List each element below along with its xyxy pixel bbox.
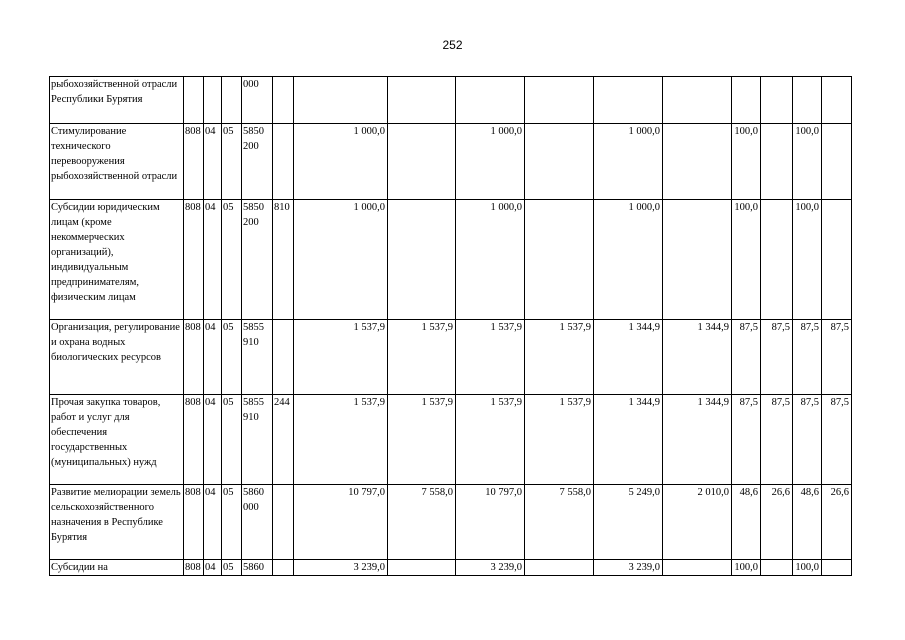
code-expense-type xyxy=(273,320,294,395)
code-ministry: 808 xyxy=(184,560,204,576)
percent-cell: 48,6 xyxy=(793,485,822,560)
value-cell: 1 000,0 xyxy=(594,124,663,200)
percent-cell: 87,5 xyxy=(761,395,793,485)
percent-cell xyxy=(732,77,761,124)
code-subsection: 05 xyxy=(222,395,242,485)
percent-cell: 26,6 xyxy=(761,485,793,560)
percent-cell xyxy=(822,560,852,576)
code-section: 04 xyxy=(204,395,222,485)
code-subsection: 05 xyxy=(222,320,242,395)
percent-cell: 87,5 xyxy=(793,395,822,485)
code-subsection xyxy=(222,77,242,124)
code-section: 04 xyxy=(204,200,222,320)
value-cell: 7 558,0 xyxy=(525,485,594,560)
percent-cell: 87,5 xyxy=(822,395,852,485)
percent-cell: 100,0 xyxy=(732,560,761,576)
value-cell xyxy=(525,200,594,320)
percent-cell: 48,6 xyxy=(732,485,761,560)
value-cell: 1 000,0 xyxy=(594,200,663,320)
code-expense-type xyxy=(273,124,294,200)
percent-cell: 87,5 xyxy=(761,320,793,395)
value-cell xyxy=(594,77,663,124)
row-name: рыбохозяйственной отрасли Республики Бурятия xyxy=(50,77,184,124)
code-section: 04 xyxy=(204,560,222,576)
value-cell: 1 000,0 xyxy=(294,124,388,200)
code-section: 04 xyxy=(204,124,222,200)
code-expense-type: 244 xyxy=(273,395,294,485)
code-expense-type xyxy=(273,77,294,124)
value-cell: 1 537,9 xyxy=(294,320,388,395)
value-cell xyxy=(294,77,388,124)
percent-cell xyxy=(761,560,793,576)
code-section: 04 xyxy=(204,320,222,395)
value-cell: 1 537,9 xyxy=(388,395,456,485)
value-cell xyxy=(388,560,456,576)
percent-cell: 100,0 xyxy=(793,124,822,200)
code-target-article: 5850 200 xyxy=(242,200,273,320)
table-row xyxy=(50,560,852,576)
value-cell: 10 797,0 xyxy=(294,485,388,560)
row-name: Организация, регулирование и охрана водных биологических ресурсов xyxy=(50,320,184,395)
value-cell: 1 344,9 xyxy=(663,320,732,395)
value-cell: 5 249,0 xyxy=(594,485,663,560)
value-cell xyxy=(525,77,594,124)
percent-cell: 100,0 xyxy=(793,560,822,576)
value-cell xyxy=(456,77,525,124)
code-expense-type: 810 xyxy=(273,200,294,320)
code-ministry: 808 xyxy=(184,200,204,320)
value-cell: 2 010,0 xyxy=(663,485,732,560)
value-cell xyxy=(663,200,732,320)
code-target-article: 5860 xyxy=(242,560,273,576)
code-expense-type xyxy=(273,485,294,560)
code-target-article: 5850 200 xyxy=(242,124,273,200)
table-row xyxy=(50,320,852,395)
row-name: Субсидии на xyxy=(50,560,184,576)
value-cell: 1 000,0 xyxy=(456,200,525,320)
percent-cell: 100,0 xyxy=(732,124,761,200)
value-cell: 1 537,9 xyxy=(456,320,525,395)
percent-cell xyxy=(761,77,793,124)
value-cell xyxy=(388,124,456,200)
table-row xyxy=(50,395,852,485)
code-section: 04 xyxy=(204,485,222,560)
budget-table xyxy=(49,76,852,576)
value-cell: 1 000,0 xyxy=(456,124,525,200)
row-name: Субсидии юридическим лицам (кроме некоммерческих организаций), индивидуальным предпринимателям, физическим лицам xyxy=(50,200,184,320)
code-ministry: 808 xyxy=(184,124,204,200)
value-cell: 7 558,0 xyxy=(388,485,456,560)
value-cell xyxy=(388,200,456,320)
value-cell: 10 797,0 xyxy=(456,485,525,560)
table-row xyxy=(50,200,852,320)
percent-cell xyxy=(761,124,793,200)
value-cell xyxy=(525,124,594,200)
code-subsection: 05 xyxy=(222,485,242,560)
value-cell: 1 344,9 xyxy=(663,395,732,485)
percent-cell: 26,6 xyxy=(822,485,852,560)
code-ministry: 808 xyxy=(184,485,204,560)
value-cell: 1 344,9 xyxy=(594,395,663,485)
percent-cell: 87,5 xyxy=(732,320,761,395)
percent-cell: 100,0 xyxy=(793,200,822,320)
value-cell: 1 537,9 xyxy=(294,395,388,485)
code-target-article: 5855 910 xyxy=(242,395,273,485)
value-cell: 3 239,0 xyxy=(456,560,525,576)
table-row xyxy=(50,485,852,560)
value-cell xyxy=(663,560,732,576)
row-name: Прочая закупка товаров, работ и услуг для обеспечения государственных (муниципальных) нужд xyxy=(50,395,184,485)
value-cell: 3 239,0 xyxy=(594,560,663,576)
percent-cell xyxy=(822,124,852,200)
code-target-article: 5860 000 xyxy=(242,485,273,560)
value-cell: 1 000,0 xyxy=(294,200,388,320)
percent-cell xyxy=(761,200,793,320)
value-cell xyxy=(388,77,456,124)
percent-cell xyxy=(793,77,822,124)
value-cell xyxy=(663,77,732,124)
value-cell: 1 537,9 xyxy=(525,395,594,485)
code-target-article: 5855 910 xyxy=(242,320,273,395)
value-cell: 3 239,0 xyxy=(294,560,388,576)
page-number: 252 xyxy=(442,38,463,52)
code-ministry xyxy=(184,77,204,124)
code-subsection: 05 xyxy=(222,560,242,576)
code-target-article: 000 xyxy=(242,77,273,124)
code-ministry: 808 xyxy=(184,320,204,395)
percent-cell xyxy=(822,77,852,124)
value-cell xyxy=(663,124,732,200)
row-name: Развитие мелиорации земель сельскохозяйственного назначения в Республике Бурятия xyxy=(50,485,184,560)
table-row xyxy=(50,124,852,200)
value-cell: 1 537,9 xyxy=(388,320,456,395)
code-ministry: 808 xyxy=(184,395,204,485)
value-cell: 1 537,9 xyxy=(456,395,525,485)
code-section xyxy=(204,77,222,124)
row-name: Стимулирование технического перевооружения рыбохозяйственной отрасли xyxy=(50,124,184,200)
percent-cell: 87,5 xyxy=(793,320,822,395)
code-expense-type xyxy=(273,560,294,576)
table-row xyxy=(50,77,852,124)
percent-cell xyxy=(822,200,852,320)
code-subsection: 05 xyxy=(222,200,242,320)
value-cell xyxy=(525,560,594,576)
percent-cell: 100,0 xyxy=(732,200,761,320)
value-cell: 1 537,9 xyxy=(525,320,594,395)
percent-cell: 87,5 xyxy=(732,395,761,485)
percent-cell: 87,5 xyxy=(822,320,852,395)
code-subsection: 05 xyxy=(222,124,242,200)
value-cell: 1 344,9 xyxy=(594,320,663,395)
